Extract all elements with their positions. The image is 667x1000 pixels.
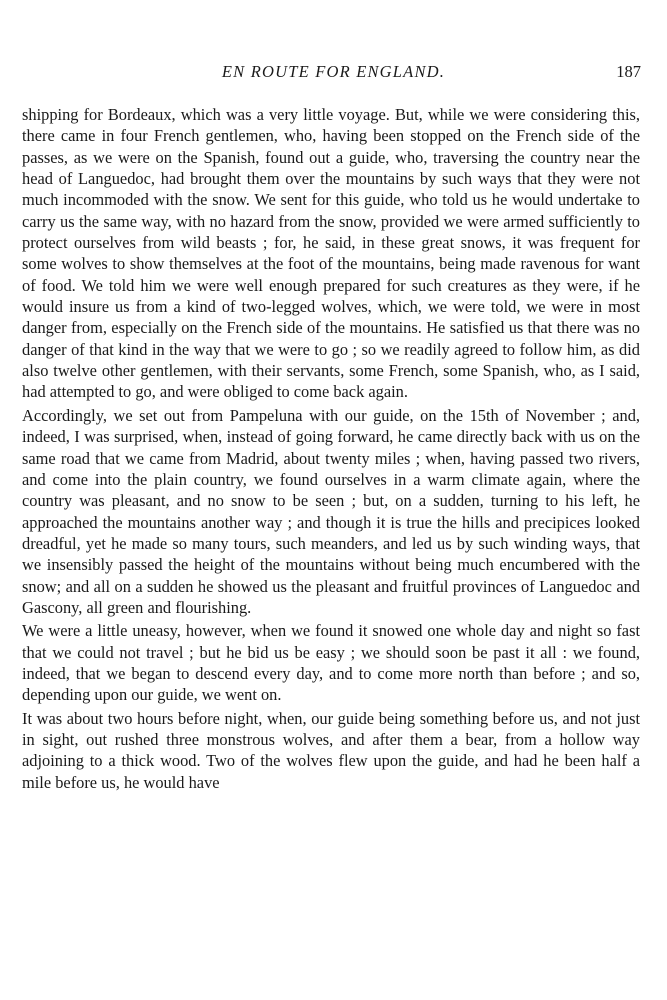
paragraph-2: Accordingly, we set out from Pampeluna with our guide, on the 15th of November ; and, indeed, I was surprised, when, instead of going forward, he came directly back with us on the same road that we came from Madrid, about twenty miles ; when, having passed two rivers, and come into the plain country, we found ourselves in a warm climate again, where the country was pleasant, and no snow to be seen ; but, on a sudden, turning to his left, he approached the mountains another way ; and though it is true the hills and precipices looked dreadful, yet he made so many tours, such meanders, and led us by such winding ways, that we insensibly passed the height of the mountains without being much encumbered with the snow; and all on a sudden he showed us the pleasant and fruitful provinces of Languedoc and Gascony, all green and flourishing. — [22, 405, 640, 617]
running-head — [0, 62, 667, 84]
paragraph-1: shipping for Bordeaux, which was a very little voyage. But, while we were considering this, there came in four French gentlemen, who, having been stopped on the French side of the passes, as we were on the Spanish, found out a guide, who, traversing the country near the head of Languedoc, had brought them over the mountains by such ways that they were not much incommoded with the snow. We sent for this guide, who told us he would undertake to carry us the same way, with no hazard from the snow, provided we were armed sufficiently to protect ourselves from wild beasts ; for, he said, in these great snows, it was frequent for some wolves to show themselves at the foot of the mountains, being made ravenous for want of food. We told him we were well enough prepared for such creatures as they were, if he would insure us from a kind of two-legged wolves, which, we were told, we were in most danger from, especially on the French side of the mountains. He satisfied us that there was no danger of that kind in the way that we were to go ; so we readily agreed to follow him, as did also twelve other gentlemen, with their servants, some French, some Spanish, who, as I said, had attempted to go, and were obliged to come back again. — [22, 105, 640, 402]
paragraph-4: It was about two hours before night, when, our guide being something before us, and not just in sight, out rushed three monstrous wolves, and after them a bear, from a hollow way adjoining to a thick wood. Two of the wolves flew upon the guide, and had he been half a mile before us, he would have — [22, 708, 640, 792]
page-number: 187 — [616, 62, 641, 81]
running-title: EN ROUTE FOR ENGLAND. — [221, 62, 446, 81]
paragraph-3: We were a little uneasy, however, when we found it snowed one whole day and night so fast that we could not travel ; but he bid us be easy ; we should soon be past it all : we found, indeed, that we began to descend every day, and to come more north than before ; and so, depending upon our guide, we went on. — [22, 621, 640, 705]
body-text — [22, 104, 640, 793]
